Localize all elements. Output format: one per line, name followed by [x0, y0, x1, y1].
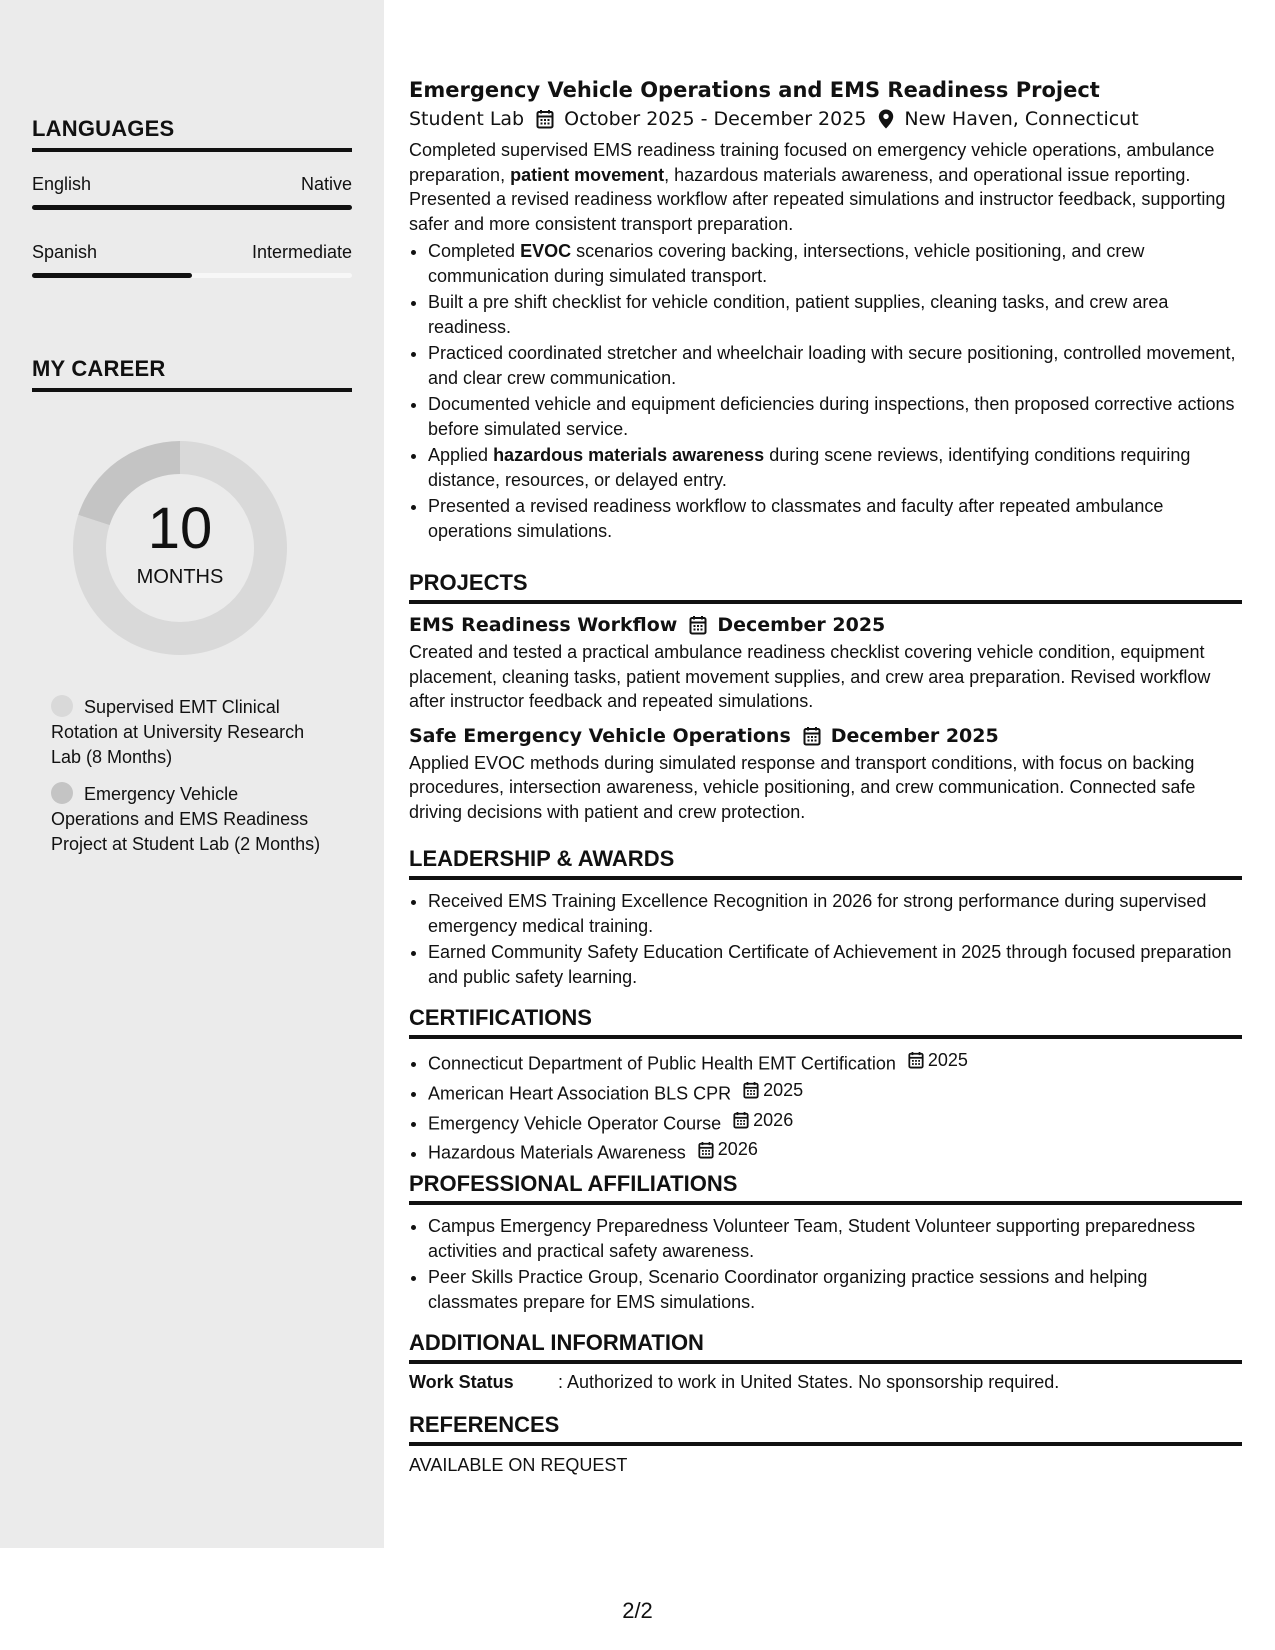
leadership-list — [409, 889, 1242, 989]
cert-name: American Heart Association BLS CPR — [428, 1083, 732, 1103]
list-item: • Earned Community Safety Education Certificate of Achievement in 2025 through focused preparation and public safety learning. — [428, 940, 1242, 989]
calendar-icon — [908, 1051, 924, 1069]
calendar-icon — [536, 109, 554, 129]
list-item: • Campus Emergency Preparedness Volunteer Team, Student Volunteer supporting preparedness activities and practical safety awareness. — [428, 1214, 1242, 1263]
affiliations-heading: PROFESSIONAL AFFILIATIONS — [409, 1171, 1242, 1205]
career-heading: MY CAREER — [32, 356, 352, 392]
career-unit: MONTHS — [136, 566, 224, 588]
experience-entry — [409, 78, 1242, 545]
cert-year: 2025 — [927, 1050, 968, 1070]
certifications-section — [409, 1005, 1242, 1167]
job-meta — [409, 108, 1242, 130]
additional-info-section — [409, 1330, 1242, 1393]
references-section — [409, 1412, 1242, 1476]
calendar-icon — [743, 1081, 759, 1099]
project-item — [409, 725, 1242, 825]
references-heading: REFERENCES — [409, 1412, 1242, 1446]
language-level: Intermediate — [251, 242, 352, 262]
cert-name: Connecticut Department of Public Health EMT Certification — [428, 1053, 896, 1074]
additional-info-heading: ADDITIONAL INFORMATION — [409, 1330, 1242, 1364]
language-level-fill — [32, 273, 192, 278]
project-description: Created and tested a practical ambulance readiness checklist covering vehicle condition, equipment placement, cleaning tasks, patient movement supplies, and crew area preparation. Revised workflow after instructor feedback and repeated simulations. — [409, 642, 1211, 711]
project-date: December 2025 — [717, 614, 886, 636]
languages-section — [32, 116, 352, 278]
project-title: Safe Emergency Vehicle Operations — [409, 724, 791, 747]
leadership-heading: LEADERSHIP & AWARDS — [409, 846, 1242, 880]
list-item — [428, 1137, 1242, 1165]
cert-year: 2026 — [717, 1139, 758, 1160]
list-item: • Practiced coordinated stretcher and wheelchair loading with secure positioning, controlled movement, and clear crew communication. — [428, 341, 1242, 390]
career-legend-item — [51, 782, 321, 857]
list-item: • Built a pre shift checklist for vehicle condition, patient supplies, cleaning tasks, and crew area readiness. — [428, 290, 1242, 339]
work-status-label: Work Status — [409, 1372, 514, 1392]
work-status-value: : Authorized to work in United States. No sponsorship required. — [558, 1372, 1060, 1392]
sidebar — [0, 0, 384, 1548]
project-title: EMS Readiness Workflow — [409, 614, 678, 636]
certifications-list — [409, 1048, 1242, 1165]
calendar-icon — [698, 1141, 714, 1159]
affiliations-section — [409, 1171, 1242, 1316]
language-item — [32, 174, 352, 210]
list-item — [428, 1048, 1242, 1076]
certifications-heading: CERTIFICATIONS — [409, 1005, 1242, 1039]
list-item: • Documented vehicle and equipment deficiencies during inspections, then proposed corrective actions before simulated service. — [428, 392, 1242, 441]
list-item: • Peer Skills Practice Group, Scenario Coordinator organizing practice sessions and helping classmates prepare for EMS simulations. — [428, 1265, 1242, 1314]
cert-name: Hazardous Materials Awareness — [428, 1142, 686, 1163]
language-level: Native — [300, 174, 352, 194]
calendar-icon — [733, 1111, 749, 1129]
career-total: 10 — [147, 496, 213, 561]
cert-year: 2025 — [763, 1079, 804, 1100]
career-section — [32, 356, 352, 392]
career-legend — [51, 695, 321, 869]
list-item — [428, 1108, 1242, 1136]
list-item — [428, 1078, 1242, 1106]
calendar-icon — [689, 615, 707, 635]
projects-section — [409, 570, 1242, 824]
project-item — [409, 614, 1242, 714]
career-donut-chart — [66, 434, 294, 662]
project-date: December 2025 — [830, 724, 999, 747]
list-item: • Completed EVOC scenarios covering backing, intersections, vehicle positioning, and crew communication during simulated transport. — [428, 239, 1242, 288]
language-level-bar — [32, 205, 352, 210]
work-status-row — [409, 1372, 1242, 1393]
references-text: AVAILABLE ON REQUEST — [409, 1455, 628, 1475]
career-legend-label: Supervised EMT Clinical Rotation at University Research Lab (8 Months) — [51, 697, 305, 767]
job-title: Emergency Vehicle Operations and EMS Readiness Project — [409, 78, 1100, 102]
job-location: New Haven, Connecticut — [904, 108, 1139, 130]
list-item: • Received EMS Training Excellence Recognition in 2026 for strong performance during supervised emergency medical training. — [428, 889, 1242, 938]
legend-dot — [51, 695, 73, 717]
job-org: Student Lab — [409, 108, 525, 130]
job-bullets — [409, 239, 1242, 543]
calendar-icon — [803, 726, 821, 746]
page-number: 2/2 — [622, 1598, 653, 1623]
job-summary: Completed supervised EMS readiness training focused on emergency vehicle operations, ambulance preparation, patient movement, hazardous materials awareness, and operational issue reporting. Presented a revised readiness workflow after repeated simulations and instructor feedback, supporting safer and more consistent transport preparation. — [409, 140, 1226, 234]
project-description: Applied EVOC methods during simulated response and transport conditions, with focus on backing procedures, intersection awareness, vehicle positioning, and crew communication. Connected safe driving decisions with patient and crew protection. — [409, 752, 1196, 822]
affiliations-list — [409, 1214, 1242, 1314]
language-name: Spanish — [32, 242, 98, 262]
location-pin-icon — [878, 109, 894, 129]
cert-year: 2026 — [753, 1109, 794, 1130]
language-level-fill — [32, 205, 352, 210]
leadership-section — [409, 846, 1242, 991]
cert-name: Emergency Vehicle Operator Course — [428, 1112, 722, 1133]
list-item: • Applied hazardous materials awareness during scene reviews, identifying conditions requiring distance, resources, or delayed entry. — [428, 443, 1242, 492]
language-level-bar — [32, 273, 352, 278]
career-legend-item — [51, 695, 321, 770]
job-dates: October 2025 - December 2025 — [564, 108, 867, 130]
languages-heading: LANGUAGES — [32, 116, 352, 152]
legend-dot — [51, 782, 73, 804]
language-item — [32, 242, 352, 278]
list-item: • Presented a revised readiness workflow to classmates and faculty after repeated ambulance operations simulations. — [428, 494, 1242, 543]
career-legend-label: Emergency Vehicle Operations and EMS Readiness Project at Student Lab (2 Months) — [51, 784, 321, 854]
projects-heading: PROJECTS — [409, 570, 1242, 604]
language-name: English — [32, 174, 92, 194]
